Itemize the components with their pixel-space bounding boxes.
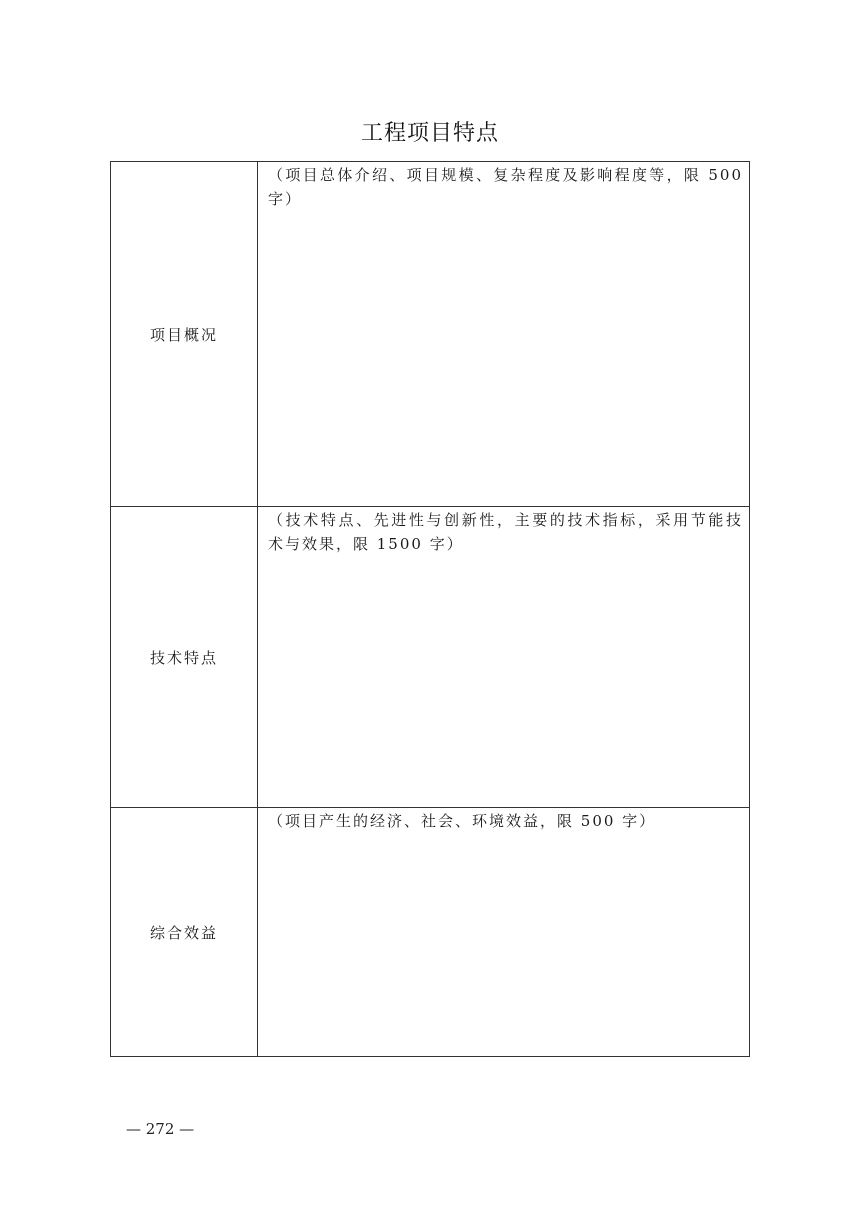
- label-project-overview: 项目概况: [111, 162, 258, 507]
- label-comprehensive-benefits: 综合效益: [111, 808, 258, 1057]
- project-features-table: [110, 161, 750, 1057]
- field-project-overview[interactable]: （项目总体介绍、项目规模、复杂程度及影响程度等，限 500 字）: [258, 162, 750, 507]
- page-title: 工程项目特点: [360, 121, 499, 146]
- field-comprehensive-benefits[interactable]: （项目产生的经济、社会、环境效益，限 500 字）: [258, 808, 750, 1057]
- table-row-overview: [111, 162, 750, 507]
- label-technical-features: 技术特点: [111, 507, 258, 808]
- table-row-benefits: [111, 808, 750, 1057]
- page-number: — 272 —: [126, 1120, 195, 1138]
- table-row-technical: [111, 507, 750, 808]
- field-technical-features[interactable]: （技术特点、先进性与创新性，主要的技术指标，采用节能技术与效果，限 1500 字）: [258, 507, 750, 808]
